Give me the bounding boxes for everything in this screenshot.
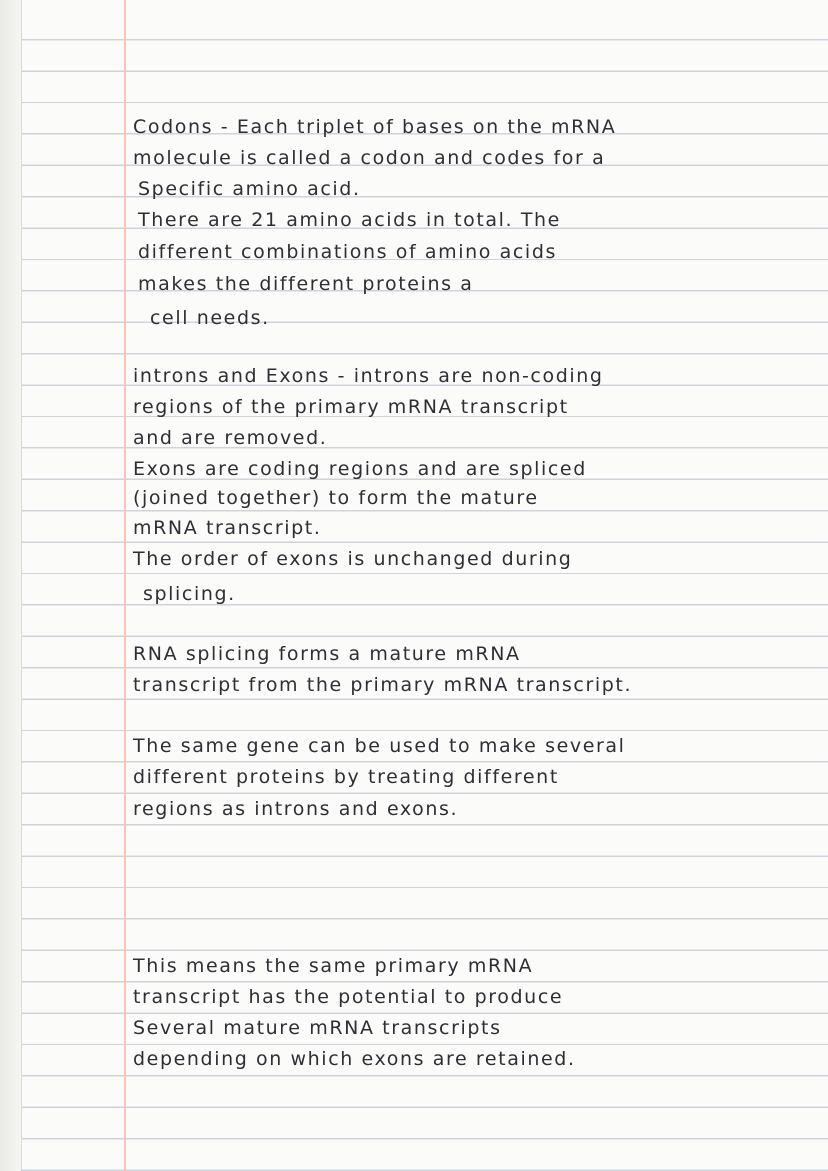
note-line: Codons - Each triplet of bases on the mRNA	[133, 116, 617, 138]
note-line: regions as introns and exons.	[133, 798, 459, 820]
note-line: different proteins by treating different	[133, 766, 559, 788]
note-line: (joined together) to form the mature	[133, 487, 539, 509]
note-line: splicing.	[143, 583, 236, 605]
note-line: The same gene can be used to make several	[133, 735, 626, 757]
note-line: mRNA transcript.	[133, 517, 322, 539]
note-line: cell needs.	[150, 307, 270, 329]
note-line: Several mature mRNA transcripts	[133, 1017, 502, 1039]
note-line: RNA splicing forms a mature mRNA	[133, 643, 521, 665]
note-line: transcript from the primary mRNA transcript.	[133, 674, 633, 696]
note-line: regions of the primary mRNA transcript	[133, 396, 569, 418]
note-line: and are removed.	[133, 427, 328, 449]
note-line: The order of exons is unchanged during	[133, 548, 573, 570]
note-line: Specific amino acid.	[138, 178, 361, 200]
note-line: makes the different proteins a	[138, 273, 474, 295]
note-line: This means the same primary mRNA	[133, 955, 534, 977]
note-line: There are 21 amino acids in total. The	[138, 209, 561, 231]
note-line: depending on which exons are retained.	[133, 1048, 576, 1070]
note-line: different combinations of amino acids	[138, 241, 557, 263]
note-line: molecule is called a codon and codes for a	[133, 147, 606, 169]
note-line: introns and Exons - introns are non-coding	[133, 365, 604, 387]
note-line: transcript has the potential to produce	[133, 986, 564, 1008]
note-line: Exons are coding regions and are spliced	[133, 458, 587, 480]
